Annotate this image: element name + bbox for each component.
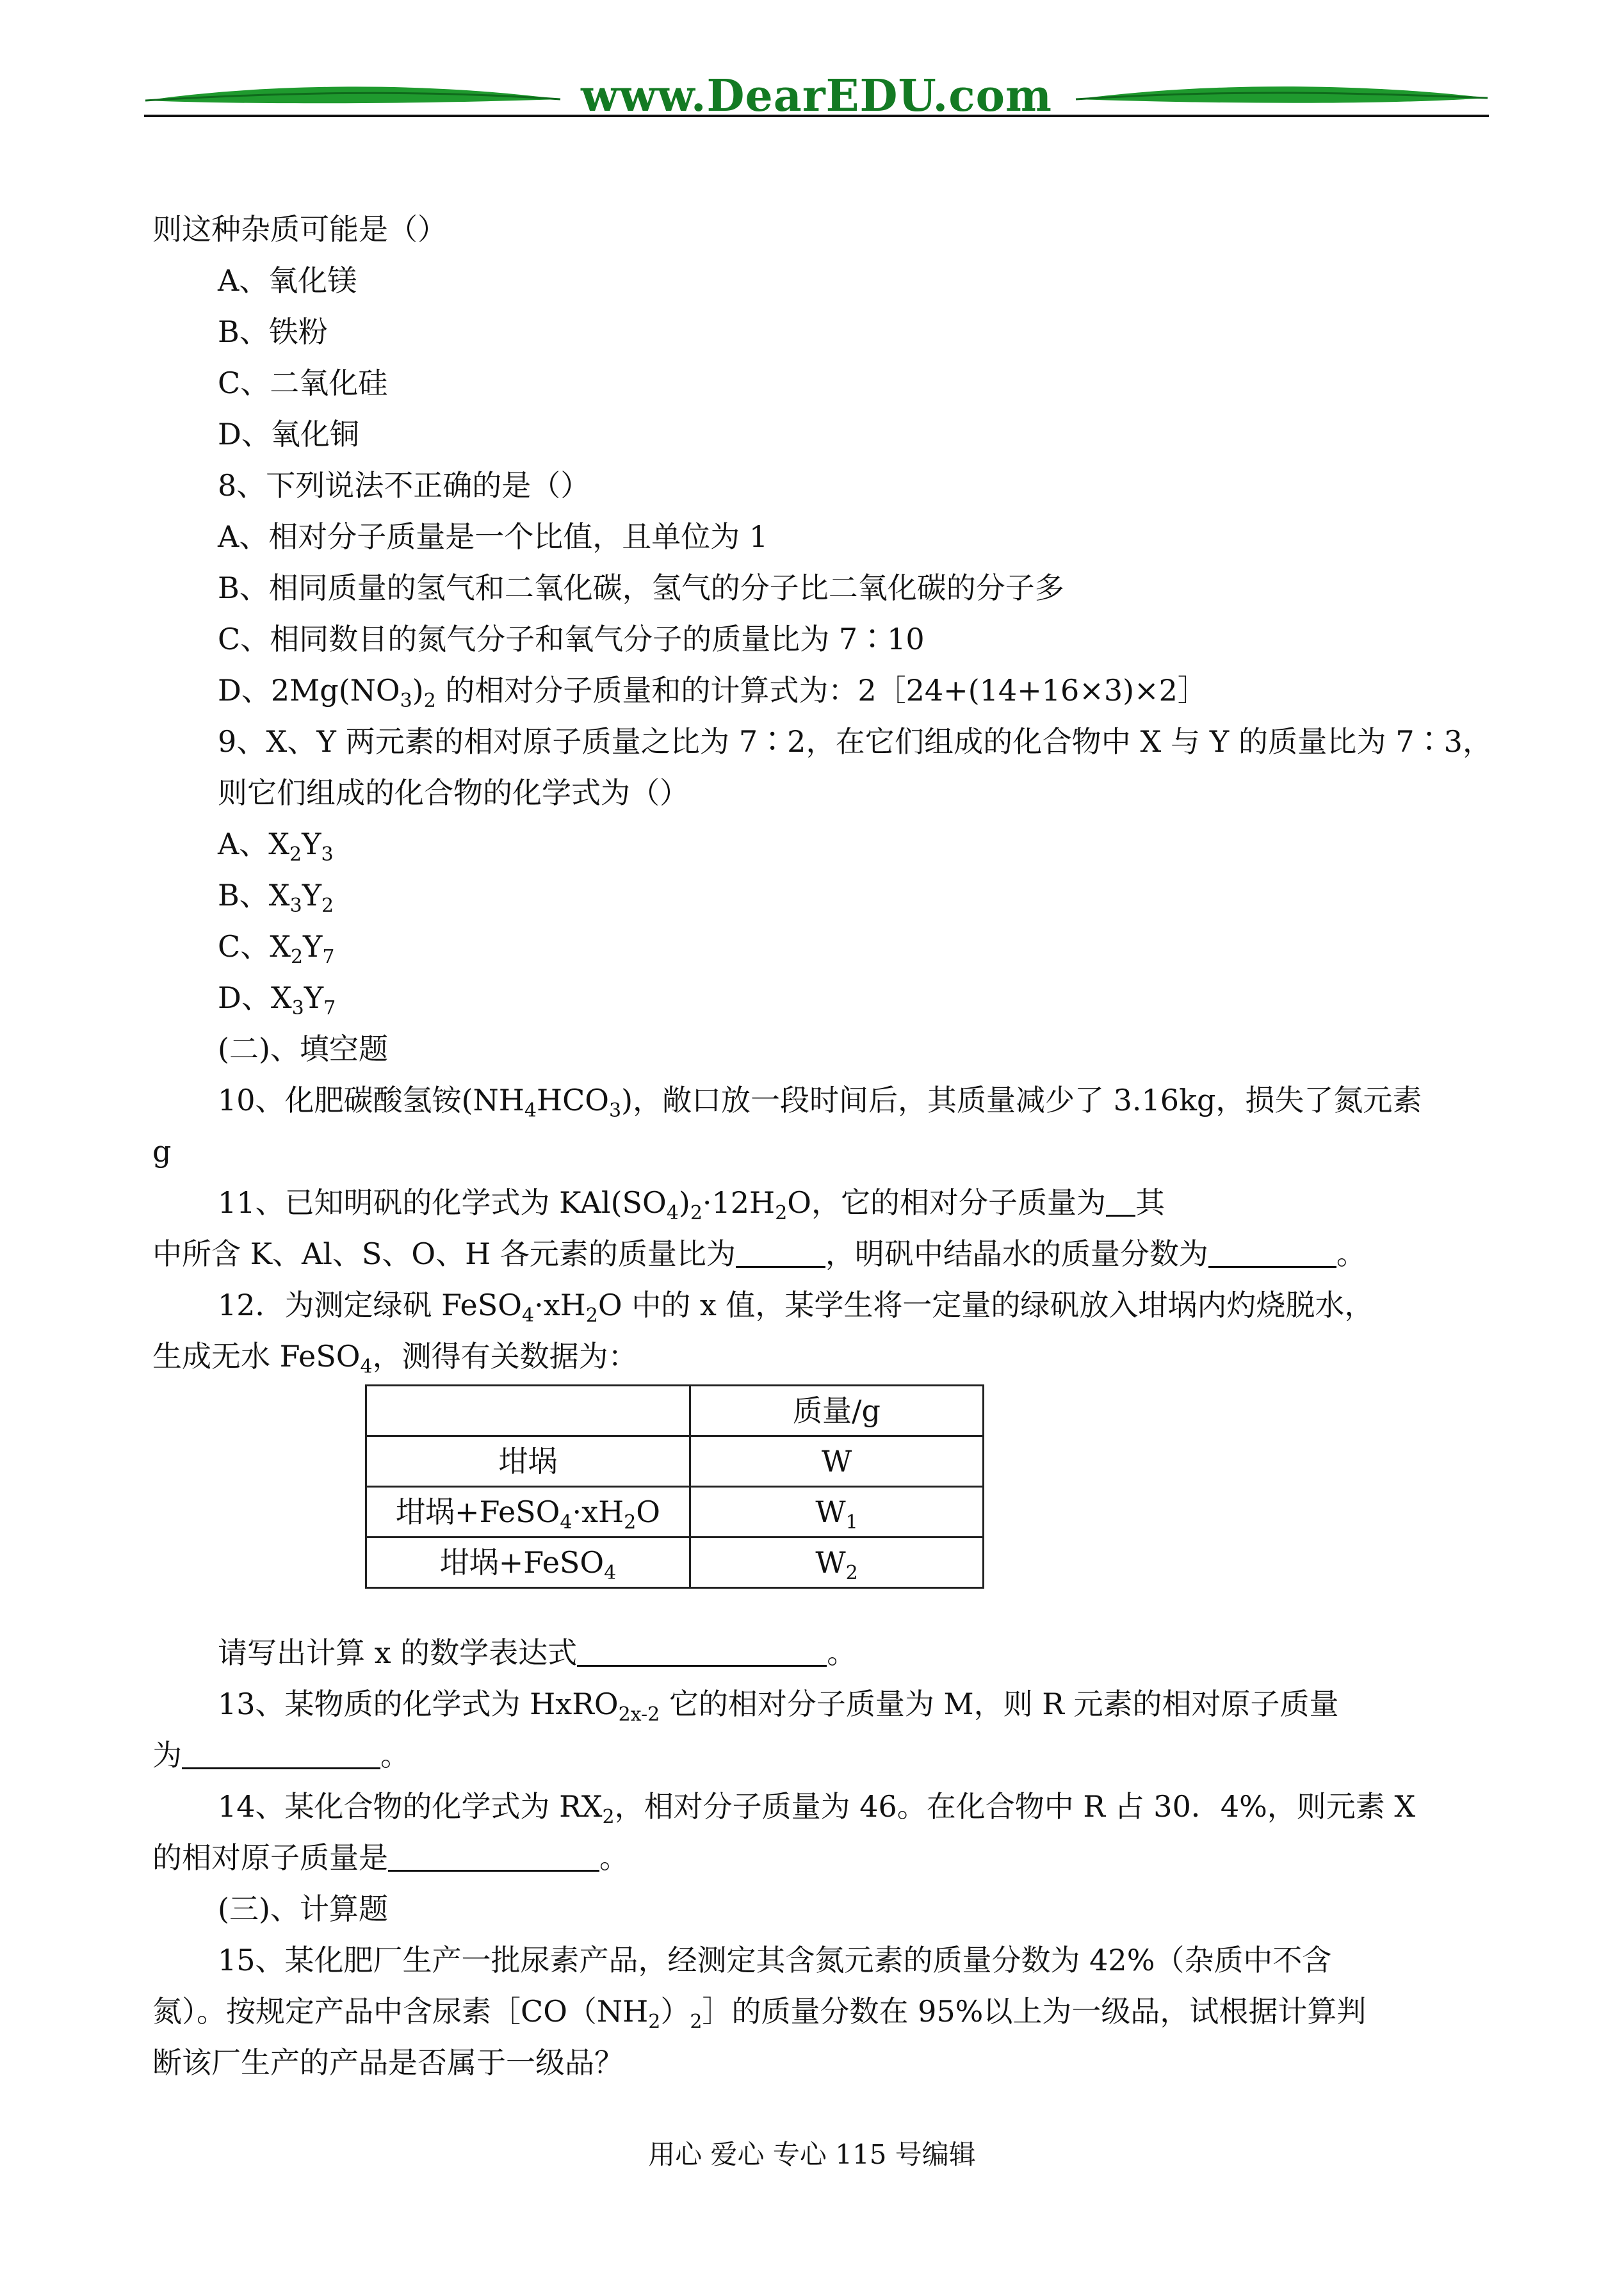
q10-stem: 10、化肥碳酸氢铵$(NH_4HCO_3)$，敞口放一段时间后，其质量减少了 3.16kg，损失了氮元素 — [218, 1083, 1422, 1122]
q8-stem: 8、下列说法不正确的是（） — [218, 468, 590, 503]
q11-blank-ratio[interactable] — [736, 1237, 825, 1268]
q15-line1: 15、某化肥厂生产一批尿素产品，经测定其含氮元素的质量分数为 42%（杂质中不含 — [218, 1943, 1332, 1977]
table-cell-value: $W_1$ — [690, 1487, 984, 1537]
q7-option-a: A、氧化镁 — [218, 263, 357, 298]
q10-unit: g — [152, 1134, 172, 1169]
q9-option-d: D、$X_3Y_7$ — [218, 980, 336, 1019]
table-row — [366, 1537, 984, 1588]
page-footer: 用心 爱心 专心 115 号编辑 — [648, 2139, 976, 2170]
q8-option-c: C、相同数目的氮气分子和氧气分子的质量比为 7∶10 — [218, 622, 925, 656]
q8-option-b: B、相同质量的氢气和二氧化碳，氢气的分子比二氧化碳的分子多 — [218, 571, 1064, 605]
table-cell-value: $W_2$ — [690, 1537, 984, 1588]
q8-option-d: D、$2Mg(NO_3)_2$ 的相对分子质量和的计算式为：2［24+(14+16×3)×2］ — [218, 673, 1207, 712]
q13-stem: 13、某物质的化学式为 HxRO$_{2x-2}$ 它的相对分子质量为 M，则 R 元素的相对原子质量 — [218, 1687, 1339, 1726]
site-header-banner — [144, 67, 1489, 125]
table-header-empty — [366, 1386, 690, 1436]
section-fill-in-heading: (二)、填空题 — [218, 1032, 388, 1066]
q7-option-c: C、二氧化硅 — [218, 366, 388, 400]
q12-stem: 12．为测定绿矾 $FeSO_4\cdot xH_2O$ 中的 x 值，某学生将一定量的绿矾放入坩埚内灼烧脱水， — [218, 1288, 1374, 1327]
table-cell-label: 坩埚 — [366, 1436, 690, 1487]
q12-data-table — [365, 1384, 984, 1589]
q7-option-d: D、氧化铜 — [218, 417, 359, 451]
table-cell-value: W — [690, 1436, 984, 1487]
document-body — [152, 204, 1492, 2088]
q12-line2: 生成无水 FeSO$_4$，测得有关数据为： — [152, 1339, 638, 1378]
q12-blank-expression[interactable] — [577, 1635, 827, 1667]
q13-blank-mass[interactable] — [182, 1738, 380, 1769]
table-row — [366, 1487, 984, 1537]
table-cell-label: 坩埚+FeSO$_4$ — [366, 1537, 690, 1588]
q9-stem: 9、X、Y 两元素的相对原子质量之比为 7∶2，在它们组成的化合物中 X 与 Y 的质量比为 7∶3，则它们组成的化合物的化学式为（） — [218, 724, 1492, 810]
q9-option-a: A、$X_2Y_3$ — [218, 827, 334, 866]
q14-stem: 14、某化合物的化学式为 $RX_2$，相对分子质量为 46。在化合物中 R 占 30．4%，则元素 X — [218, 1789, 1416, 1828]
site-logo-text: www.DearEDU.com — [581, 70, 1052, 122]
table-cell-label: 坩埚$+FeSO_4\cdot xH_2O$ — [366, 1487, 690, 1537]
table-header-row — [366, 1386, 984, 1436]
q11-line2: 中所含 K、Al、S、O、H 各元素的质量比为 ，明矾中结晶水的质量分数为 。 — [152, 1237, 1366, 1271]
q12-ask: 请写出计算 x 的数学表达式 。 — [218, 1635, 857, 1670]
table-row — [366, 1436, 984, 1487]
table-header-mass: 质量/g — [690, 1386, 984, 1436]
q11-blank-fraction[interactable] — [1208, 1237, 1336, 1268]
q15-line2: 氮）。按规定产品中含尿素$[CO(NH_2)_2]$的质量分数在 95%以上为一级品，试根据计算判 — [152, 1994, 1367, 2033]
q7-tail: 则这种杂质可能是（） — [152, 212, 447, 247]
q13-line2: 为 。 — [152, 1738, 410, 1772]
q14-blank-mass[interactable] — [388, 1840, 599, 1872]
q9-option-c: C、$X_2Y_7$ — [218, 929, 335, 968]
q9-option-b: B、$X_3Y_2$ — [218, 878, 334, 917]
q14-line2: 的相对原子质量是 。 — [152, 1840, 629, 1875]
q8-option-a: A、相对分子质量是一个比值，且单位为 1 — [218, 519, 768, 554]
q11-stem: 11、已知明矾的化学式为 $KAl(SO_4)_2\cdot 12H_2O$，它的相对分子质量为 其 — [218, 1185, 1165, 1224]
q15-line3: 断该厂生产的产品是否属于一级品？ — [152, 2045, 624, 2080]
q11-blank-mass[interactable] — [1106, 1185, 1135, 1217]
q7-option-b: B、铁粉 — [218, 314, 328, 349]
section-calc-heading: (三)、计算题 — [218, 1892, 388, 1926]
